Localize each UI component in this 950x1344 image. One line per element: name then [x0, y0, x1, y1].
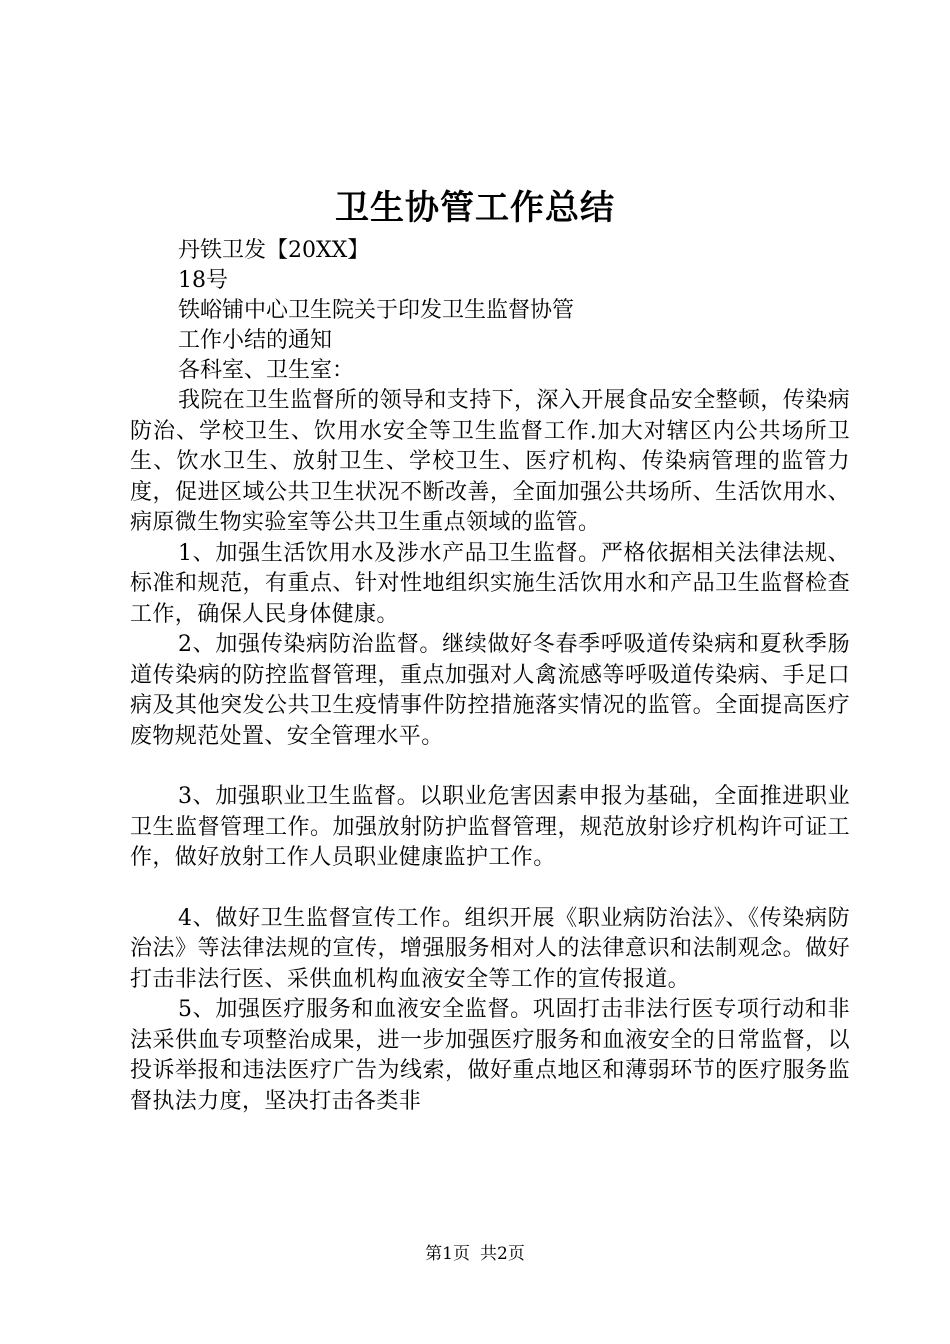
document-header: [178, 236, 574, 386]
notice-title-line-1: 铁峪铺中心卫生院关于印发卫生监督协管: [178, 298, 575, 323]
intro-paragraph: 我院在卫生监督所的领导和支持下，深入开展食品安全整顿，传染病防治、学校卫生、饮用水安全等卫生监督工作.加大对辖区内公共场所卫生、饮水卫生、放射卫生、学校卫生、医疗机构、传染病管理的监管力度，促进区域公共卫生状况不断改善，全面加强公共场所、生活饮用水、病原微生物实验室等公共卫生重点领域的监管。: [130, 388, 851, 535]
item-paragraph-1: 1、加强生活饮用水及涉水产品卫生监督。严格依据相关法律法规、标准和规范，有重点、针对性地组织实施生活饮用水和产品卫生监督检查工作，确保人民身体健康。: [130, 540, 850, 627]
document-title: 卫生协管工作总结: [335, 188, 615, 228]
item-paragraph-5: 5、加强医疗服务和血液安全监督。巩固打击非法行医专项行动和非法采供血专项整治成果，进一步加强医疗服务和血液安全的日常监督，以投诉举报和违法医疗广告为线索，做好重点地区和薄弱环节的医疗服务监督执法力度，坚决打击各类非: [130, 997, 850, 1114]
document-body: [130, 386, 850, 1117]
item-paragraph-4: 4、做好卫生监督宣传工作。组织开展《职业病防治法》、《传染病防治法》等法律法规的宣传，增强服务相对人的法律意识和法制观念。做好打击非法行医、采供血机构血液安全等工作的宣传报道。: [130, 905, 850, 992]
item-paragraph-2: 2、加强传染病防治监督。继续做好冬春季呼吸道传染病和夏秋季肠道传染病的防控监督管理，重点加强对人禽流感等呼吸道传染病、手足口病及其他突发公共卫生疫情事件防控措施落实情况的监管。全面提高医疗废物规范处置、安全管理水平。: [130, 632, 850, 749]
page-number: 第1页: [425, 1244, 470, 1264]
notice-title-line-2: 工作小结的通知: [178, 328, 333, 353]
recipients-line: 各科室、卫生室：: [178, 358, 355, 383]
page-total: 共2页: [480, 1244, 525, 1264]
document-number-line: 丹铁卫发【20XX】: [178, 238, 370, 263]
page-footer: [0, 1242, 950, 1266]
document-number-suffix: 18号: [178, 268, 228, 293]
item-paragraph-3: 3、加强职业卫生监督。以职业危害因素申报为基础，全面推进职业卫生监督管理工作。加强放射防护监督管理，规范放射诊疗机构许可证工作，做好放射工作人员职业健康监护工作。: [130, 784, 850, 870]
